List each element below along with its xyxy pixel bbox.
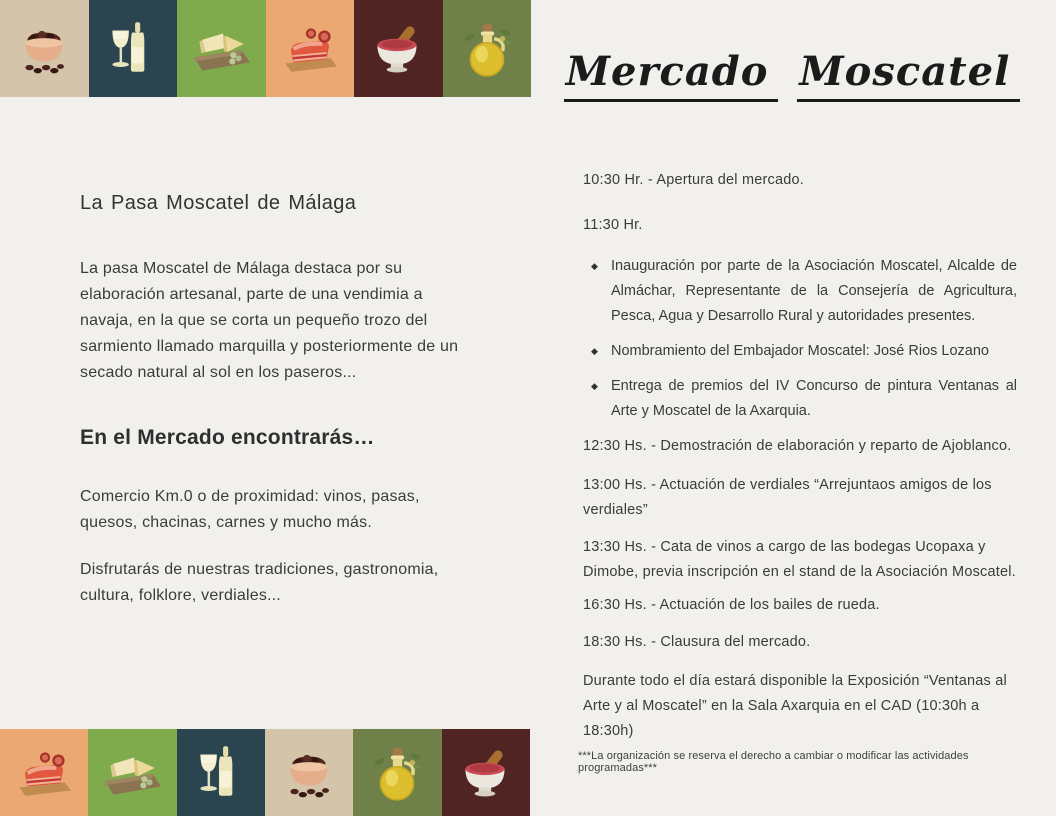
logo-word-mercado: Mercado xyxy=(564,50,779,102)
tile-wine xyxy=(89,0,178,97)
wine-icon xyxy=(100,16,166,82)
logo-word-moscatel: Moscatel xyxy=(797,50,1020,102)
olive-oil-icon xyxy=(364,740,430,806)
schedule-entry-1630: 16:30 Hs. - Actuación de los bailes de rueda. xyxy=(583,597,880,613)
paragraph-disfrutaras: Disfrutarás de nuestras tradiciones, gastronomia, cultura, folklore, verdiales... xyxy=(80,561,439,604)
schedule-entry-1130: 11:30 Hr. xyxy=(583,217,643,233)
schedule-closing-note: Durante todo el día estará disponible la Exposición “Ventanas al Arte y al Moscatel” en la Sala Axarquia en el CAD (10:30h a 18:30h) xyxy=(583,673,1007,739)
schedule-bullet-list xyxy=(583,254,1017,424)
bullet-text: Nombramiento del Embajador Moscatel: José Rios Lozano xyxy=(611,343,989,359)
tile-mortar xyxy=(442,729,530,816)
tile-raisins xyxy=(0,0,89,97)
tile-cheese xyxy=(88,729,176,816)
organizer-disclaimer: ***La organización se reserva el derecho a cambiar o modificar las actividades programadas*** xyxy=(578,750,969,774)
schedule-entry-1330: 13:30 Hs. - Cata de vinos a cargo de las bodegas Ucopaxa y Dimobe, previa inscripción en el stand de la Asociación Moscatel. xyxy=(583,539,1016,580)
heading-en-el-mercado: En el Mercado encontrarás… xyxy=(80,426,375,449)
schedule-column xyxy=(583,168,1017,744)
tile-olive-oil xyxy=(353,729,441,816)
tile-ham xyxy=(266,0,355,97)
left-text-column xyxy=(80,192,480,609)
diamond-bullet-icon: ◆ xyxy=(591,346,598,356)
paragraph-comercio: Comercio Km.0 o de proximidad: vinos, pasas, quesos, chacinas, carnes y mucho más. xyxy=(80,488,420,531)
schedule-bullet-entrega-premios xyxy=(583,374,1017,424)
cheese-icon xyxy=(188,16,254,82)
top-tile-strip xyxy=(0,0,531,97)
tile-olive-oil xyxy=(443,0,532,97)
olive-oil-icon xyxy=(454,16,520,82)
cheese-icon xyxy=(99,740,165,806)
tile-wine xyxy=(177,729,265,816)
schedule-entry-1230: 12:30 Hs. - Demostración de elaboración y reparto de Ajoblanco. xyxy=(583,438,1012,454)
ham-icon xyxy=(277,16,343,82)
tile-ham xyxy=(0,729,88,816)
schedule-entry-1030: 10:30 Hr. - Apertura del mercado. xyxy=(583,172,804,188)
tile-cheese xyxy=(177,0,266,97)
mortar-icon xyxy=(365,16,431,82)
tile-mortar xyxy=(354,0,443,97)
schedule-entry-1830: 18:30 Hs. - Clausura del mercado. xyxy=(583,634,811,650)
diamond-bullet-icon: ◆ xyxy=(591,381,598,391)
ham-icon xyxy=(11,740,77,806)
mercado-moscatel-logo xyxy=(528,50,1056,102)
schedule-bullet-nombramiento xyxy=(583,339,1017,364)
wine-icon xyxy=(188,740,254,806)
bullet-text: Inauguración por parte de la Asociación Moscatel, Alcalde de Almáchar, Representante de la Consejería de Agricultura, Pesca, Agua y Desarrollo Rural y autoridades presentes. xyxy=(611,258,1017,324)
tile-raisins xyxy=(265,729,353,816)
bottom-tile-strip xyxy=(0,729,530,816)
schedule-entry-1300: 13:00 Hs. - Actuación de verdiales “Arrejuntaos amigos de los verdiales” xyxy=(583,477,992,518)
bullet-text: Entrega de premios del IV Concurso de pintura Ventanas al Arte y Moscatel de la Axarquia. xyxy=(611,378,1017,419)
schedule-bullet-inauguracion xyxy=(583,254,1017,329)
paragraph-pasa-descripcion: La pasa Moscatel de Málaga destaca por su elaboración artesanal, parte de una vendimia a navaja, en la que se corta un pequeño trozo del sarmiento llamado marquilla y posteriormente de un secado natural al sol en los paseros... xyxy=(80,260,459,381)
raisins-icon xyxy=(11,16,77,82)
raisins-icon xyxy=(276,740,342,806)
heading-la-pasa: La Pasa Moscatel de Málaga xyxy=(80,192,357,214)
mortar-icon xyxy=(453,740,519,806)
diamond-bullet-icon: ◆ xyxy=(591,261,598,271)
